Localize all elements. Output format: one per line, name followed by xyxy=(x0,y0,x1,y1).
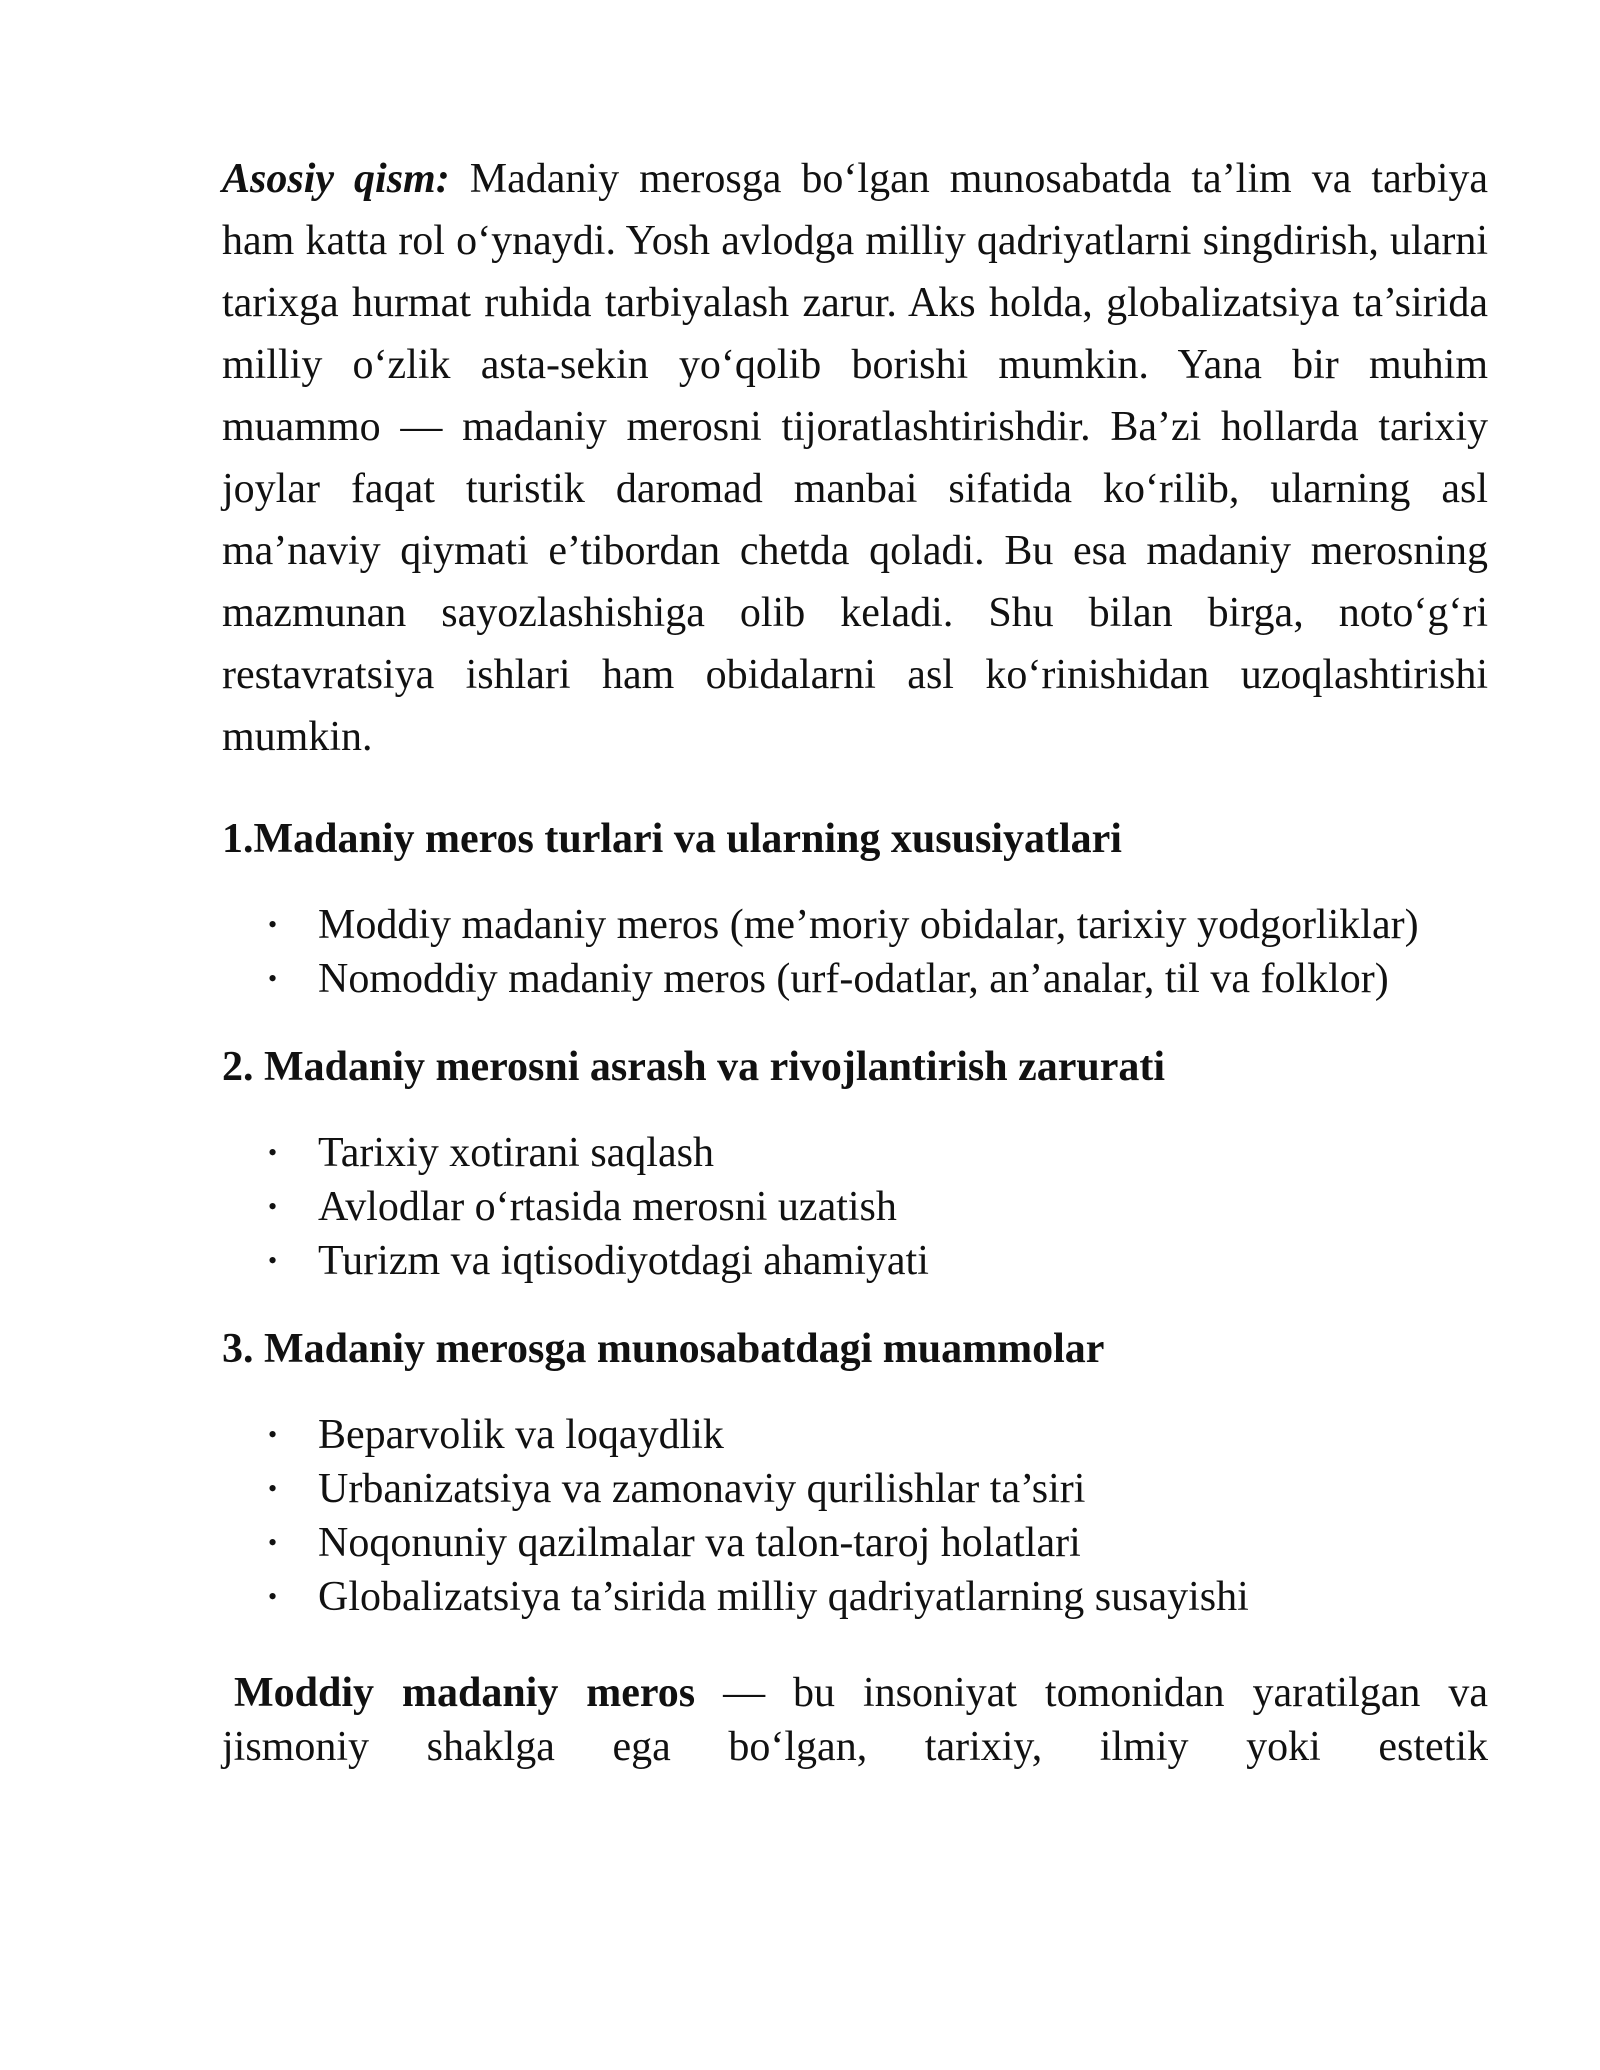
list-item: • Moddiy madaniy meros (me’moriy obidalar, tarixiy yodgorliklar) xyxy=(222,898,1488,952)
list-item: • Nomoddiy madaniy meros (urf-odatlar, an’analar, til va folklor) xyxy=(222,952,1488,1006)
section-heading-2: 2. Madaniy merosni asrash va rivojlantirish zarurati xyxy=(222,1044,1166,1090)
bullet-icon: • xyxy=(268,1582,278,1611)
list-item: • Globalizatsiya ta’sirida milliy qadriyatlarning susayishi xyxy=(222,1570,1488,1624)
bullet-icon: • xyxy=(268,1246,278,1275)
bullet-icon: • xyxy=(268,1420,278,1449)
bullet-icon: • xyxy=(268,910,278,939)
section-list-2 xyxy=(222,1126,1488,1288)
bullet-icon: • xyxy=(268,1138,278,1167)
intro-paragraph xyxy=(222,148,1488,768)
section-heading-3: 3. Madaniy merosga munosabatdagi muammolar xyxy=(222,1326,1105,1372)
bullet-icon: • xyxy=(268,1528,278,1557)
list-item: • Turizm va iqtisodiyotdagi ahamiyati xyxy=(222,1234,1488,1288)
list-item: • Urbanizatsiya va zamonaviy qurilishlar ta’siri xyxy=(222,1462,1488,1516)
intro-label: Asosiy qism: xyxy=(222,156,450,202)
document-page xyxy=(222,148,1488,1774)
bullet-icon: • xyxy=(268,1474,278,1503)
closing-term: Moddiy madaniy meros xyxy=(234,1670,696,1716)
list-item: • Beparvolik va loqaydlik xyxy=(222,1408,1488,1462)
intro-text: Madaniy merosga bo‘lgan munosabatda ta’lim va tarbiya ham katta rol o‘ynaydi. Yosh avlodga milliy qadriyatlarni singdirish, ularni tarixga hurmat ruhida tarbiyalash zarur. Aks holda, globalizatsiya ta’sirida milliy o‘zlik asta-sekin yo‘qolib borishi mumkin. Yana bir muhim muammo — madaniy merosni tijoratlashtirishdir. Ba’zi hollarda tarixiy joylar faqat turistik daromad manbai sifatida ko‘rilib, ularning asl ma’naviy qiymati e’tibordan chetda qoladi. Bu esa madaniy merosning mazmunan sayozlashishiga olib keladi. Shu bilan birga, noto‘g‘ri restavratsiya ishlari ham obidalarni asl ko‘rinishidan uzoqlashtirishi mumkin. xyxy=(222,156,1489,760)
bullet-icon: • xyxy=(268,964,278,993)
closing-text: — bu insoniyat tomonidan yaratilgan va jismoniy shaklga ega bo‘lgan, tarixiy, ilmiy yoki estetik xyxy=(222,1670,1488,1770)
bullet-icon: • xyxy=(268,1192,278,1221)
section-list-1 xyxy=(222,898,1488,1006)
section-heading-1: 1.Madaniy meros turlari va ularning xususiyatlari xyxy=(222,816,1122,862)
section-list-3 xyxy=(222,1408,1488,1624)
list-item: • Tarixiy xotirani saqlash xyxy=(222,1126,1488,1180)
list-item: • Avlodlar o‘rtasida merosni uzatish xyxy=(222,1180,1488,1234)
list-item: • Noqonuniy qazilmalar va talon-taroj holatlari xyxy=(222,1516,1488,1570)
closing-paragraph xyxy=(222,1666,1488,1774)
